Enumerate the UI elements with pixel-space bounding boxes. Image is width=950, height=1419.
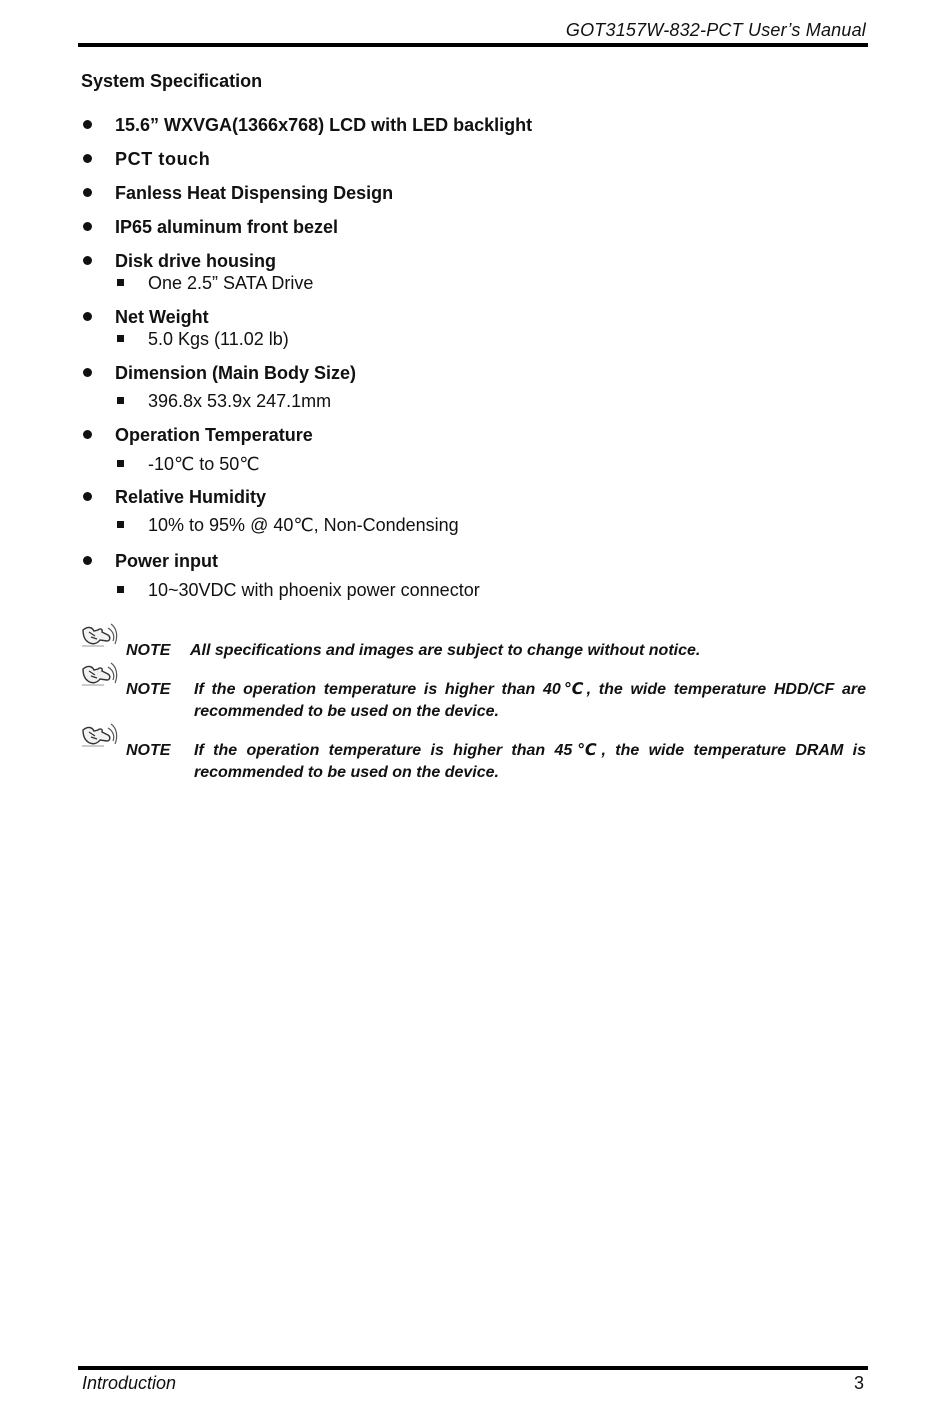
note-block [80, 722, 870, 784]
spec-detail-text: 10~30VDC with phoenix power connector [148, 580, 480, 600]
spec-label: Operation Temperature [115, 425, 313, 445]
note-text [194, 740, 866, 784]
note-label: NOTE [126, 742, 171, 759]
spec-detail-text: 10% to 95% @ 40℃, Non-Condensing [148, 515, 459, 535]
header-divider [78, 43, 868, 47]
note-text [194, 679, 866, 723]
spec-item [81, 362, 781, 384]
square-bullet-icon [117, 521, 124, 528]
spec-item [81, 306, 781, 328]
note-hand-icon [80, 661, 118, 693]
spec-detail-text: One 2.5” SATA Drive [148, 273, 314, 293]
footer-divider [78, 1366, 868, 1370]
bullet-dot-icon [83, 312, 92, 321]
note-line: recommended to be used on the device. [194, 764, 499, 781]
bullet-dot-icon [83, 154, 92, 163]
footer-section: Introduction [82, 1373, 177, 1393]
spec-label: Dimension (Main Body Size) [115, 363, 357, 383]
square-bullet-icon [117, 460, 124, 467]
spec-label: Power input [115, 551, 218, 571]
bullet-dot-icon [83, 430, 92, 439]
spec-detail-text: 5.0 Kgs (11.02 lb) [148, 329, 289, 349]
spec-detail [116, 272, 816, 294]
spec-detail [116, 514, 816, 536]
note-line: All specifications and images are subject to change without notice. [190, 642, 701, 659]
bullet-dot-icon [83, 188, 92, 197]
spec-detail [116, 453, 816, 475]
note-line: recommended to be used on the device. [194, 703, 499, 720]
spec-label: Fanless Heat Dispensing Design [115, 183, 394, 203]
square-bullet-icon [117, 397, 124, 404]
spec-item [81, 486, 781, 508]
page-number: 3 [853, 1373, 864, 1393]
manual-title: GOT3157W-832-PCT User’s Manual [565, 20, 866, 40]
spec-item [81, 148, 781, 170]
spec-detail [116, 390, 816, 412]
spec-detail [116, 328, 816, 350]
note-text [190, 640, 862, 662]
note-hand-icon [80, 622, 118, 654]
spec-label: PCT touch [115, 149, 211, 169]
spec-label: Relative Humidity [115, 487, 267, 507]
note-line: If the operation temperature is higher than 45℃, the wide temperature DRAM is [194, 742, 866, 759]
note-block [80, 622, 870, 666]
square-bullet-icon [117, 279, 124, 286]
square-bullet-icon [117, 335, 124, 342]
square-bullet-icon [117, 586, 124, 593]
bullet-dot-icon [83, 556, 92, 565]
spec-detail-text: 396.8x 53.9x 247.1mm [148, 391, 332, 411]
spec-label: 15.6” WXVGA(1366x768) LCD with LED backlight [115, 115, 533, 135]
spec-item [81, 550, 781, 572]
spec-item [81, 216, 781, 238]
spec-item [81, 424, 781, 446]
bullet-dot-icon [83, 120, 92, 129]
spec-label: Disk drive housing [115, 251, 277, 271]
note-hand-icon [80, 722, 118, 754]
section-title: System Specification [81, 71, 263, 91]
bullet-dot-icon [83, 222, 92, 231]
spec-label: Net Weight [115, 307, 209, 327]
bullet-dot-icon [83, 368, 92, 377]
spec-detail-text: -10℃ to 50℃ [148, 454, 260, 474]
note-block [80, 661, 870, 723]
note-label: NOTE [126, 681, 171, 698]
note-label: NOTE [126, 642, 171, 659]
note-line: If the operation temperature is higher than 40℃, the wide temperature HDD/CF are [194, 681, 866, 698]
spec-item [81, 114, 781, 136]
spec-item [81, 182, 781, 204]
spec-label: IP65 aluminum front bezel [115, 217, 339, 237]
spec-detail [116, 579, 816, 601]
bullet-dot-icon [83, 256, 92, 265]
bullet-dot-icon [83, 492, 92, 501]
spec-item [81, 250, 781, 272]
